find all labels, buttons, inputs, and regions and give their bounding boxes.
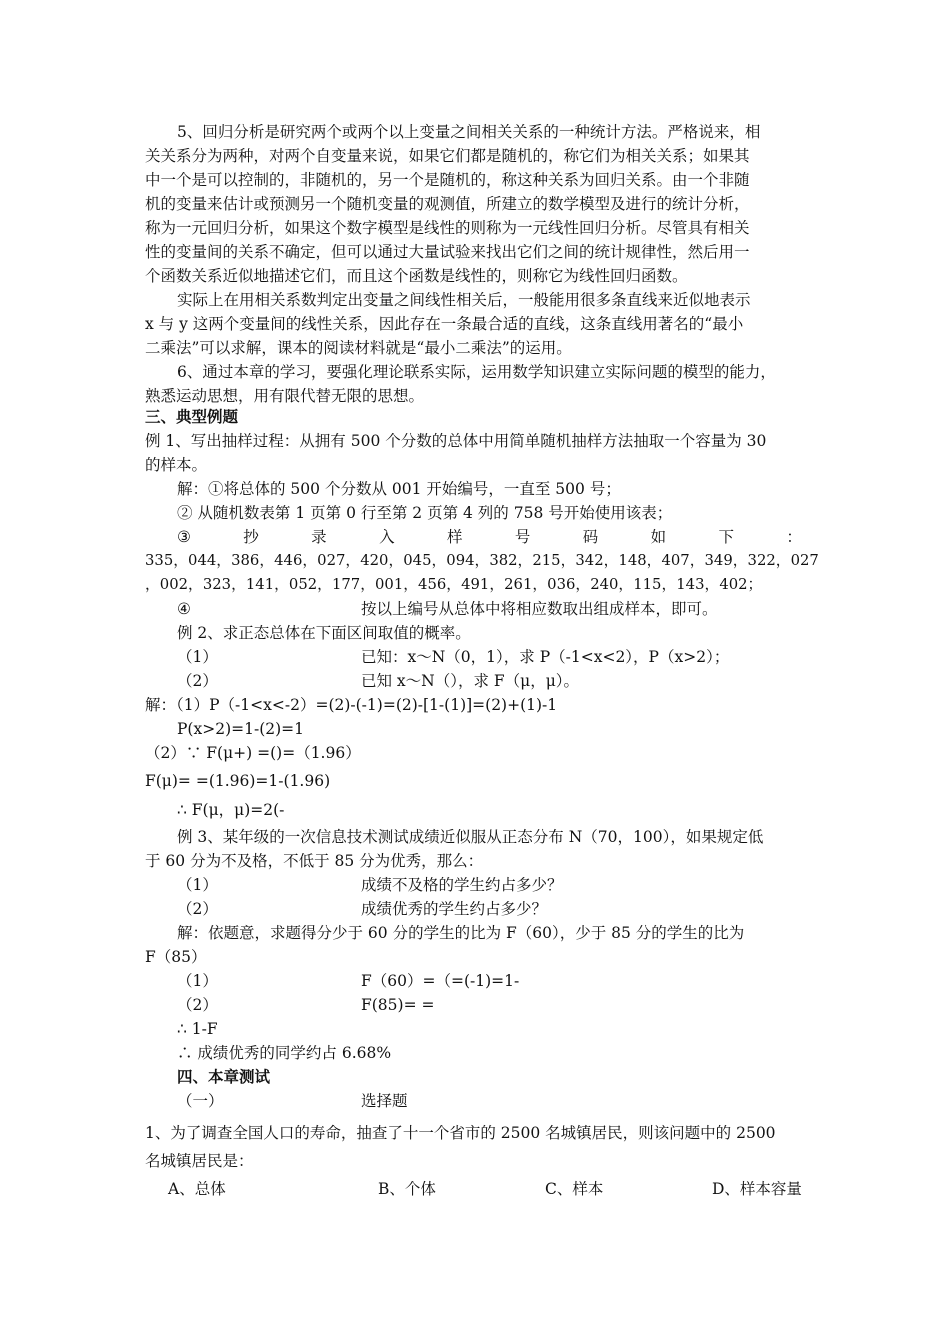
paragraph-line: 二乘法”可以求解，课本的阅读材料就是“最小二乘法”的运用。 [145, 339, 572, 357]
spaced-char: ③ [177, 528, 191, 546]
question-line: 名城镇居民是： [145, 1152, 254, 1170]
spaced-char: ： [786, 528, 802, 546]
conclusion-line: ∴ 1-F [177, 1020, 218, 1038]
item-text: 已知：x～N（0，1），求 P（-1<x<2），P（x>2）； [361, 648, 730, 666]
example-line: 例 1、写出抽样过程：从拥有 500 个分数的总体中用简单随机抽样方法抽取一个容量为 30 [145, 432, 767, 450]
paragraph-line: 5、回归分析是研究两个或两个以上变量之间相关关系的一种统计方法。严格说来，相 [177, 123, 761, 141]
option-c: C、样本 [545, 1180, 604, 1198]
solution-line: ∴ F(μ，μ)=2(- [177, 801, 285, 819]
item-text: 成绩优秀的学生约占多少？ [361, 900, 548, 918]
solution-line: F（85） [145, 948, 207, 966]
item-label: （1） [177, 972, 218, 990]
item-text: 成绩不及格的学生约占多少？ [361, 876, 563, 894]
paragraph-line: 中一个是可以控制的，非随机的，另一个是随机的，称这种关系为回归关系。由一个非随 [145, 171, 750, 189]
spaced-char: 号 [514, 528, 531, 546]
option-b: B、个体 [378, 1180, 436, 1198]
number-list-line: ，002，323，141，052，177，001，456，491，261，036，240，115，143，402； [145, 576, 763, 593]
paragraph-line: 个函数关系近似地描述它们，而且这个函数是线性的，则称它为线性回归函数。 [145, 267, 688, 285]
example-line: 于 60 分为不及格，不低于 85 分为优秀，那么： [145, 852, 484, 870]
paragraph-line: 6、通过本章的学习，要强化理论联系实际，运用数学知识建立实际问题的模型的能力， [177, 363, 776, 381]
solution-line: 解：①将总体的 500 个分数从 001 开始编号，一直至 500 号； [177, 480, 621, 498]
paragraph-line: x 与 y 这两个变量间的线性关系，因此存在一条最合适的直线，这条直线用著名的“最小 [145, 315, 744, 333]
item-label: （2） [177, 900, 218, 918]
item-label: （2） [177, 672, 218, 690]
solution-line: F(μ)= =(1.96)=1-(1.96) [145, 772, 331, 790]
paragraph-line: 机的变量来估计或预测另一个随机变量的观测值，所建立的数学模型及进行的统计分析， [145, 195, 750, 213]
spaced-char: 码 [582, 528, 599, 546]
item-label: （1） [177, 648, 218, 666]
item-label: （1） [177, 876, 218, 894]
subsection-label: （一） [177, 1092, 224, 1110]
spaced-char: 抄 [243, 528, 259, 546]
paragraph-line: 关关系分为两种，对两个自变量来说，如果它们都是随机的，称它们为相关关系；如果其 [145, 147, 750, 165]
section-heading: 三、典型例题 [145, 407, 239, 426]
paragraph-line: 性的变量间的关系不确定，但可以通过大量试验来找出它们之间的统计规律性，然后用一 [145, 243, 750, 261]
conclusion-line: ∴ 成绩优秀的同学约占 6.68% [177, 1044, 392, 1062]
item-text: F(85)= = [361, 996, 435, 1014]
example-line: 例 2、求正态总体在下面区间取值的概率。 [177, 624, 471, 642]
section-heading: 四、本章测试 [177, 1067, 271, 1086]
paragraph-line: 实际上在用相关系数判定出变量之间线性相关后，一般能用很多条直线来近似地表示 [177, 291, 751, 309]
item-label: （2） [177, 996, 218, 1014]
spaced-char: 样 [446, 528, 463, 546]
spaced-char: 如 [650, 528, 667, 546]
option-a: A、总体 [168, 1180, 226, 1198]
solution-line: 解：依题意，求题得分少于 60 分的学生的比为 F（60），少于 85 分的学生的比为 [177, 924, 745, 942]
item-text: 已知 x～N（），求 F（μ，μ）。 [361, 672, 580, 690]
spaced-char: 下 [718, 528, 735, 546]
solution-line: 解：（1）P（-1<x<-2）=(2)-(-1)=(2)-[1-(1)]=(2)+(1)-1 [145, 696, 558, 714]
spaced-char: 录 [311, 528, 327, 546]
subsection-title: 选择题 [361, 1092, 408, 1110]
solution-line: （2）∵ F(μ+) =()=（1.96） [145, 744, 361, 762]
option-d: D、样本容量 [712, 1180, 802, 1198]
step-text: 按以上编号从总体中将相应数取出组成样本，即可。 [361, 600, 718, 618]
number-list-line: 335，044，386，446，027，420，045，094，382，215，342，148，407，349，322，027 [145, 552, 819, 569]
solution-line: P(x>2)=1-(2)=1 [177, 720, 305, 738]
solution-line-spaced [177, 526, 802, 548]
example-line: 例 3、某年级的一次信息技术测试成绩近似服从正态分布 N（70，100），如果规定低 [177, 828, 764, 846]
example-line: 的样本。 [145, 456, 208, 474]
question-line: 1、为了调查全国人口的寿命，抽查了十一个省市的 2500 名城镇居民，则该问题中的 2500 [145, 1124, 776, 1142]
item-text: F（60）=（=(-1)=1- [361, 972, 520, 990]
spaced-char: 入 [379, 528, 395, 546]
step-label: ④ [177, 600, 191, 618]
paragraph-line: 熟悉运动思想，用有限代替无限的思想。 [145, 387, 425, 405]
paragraph-line: 称为一元回归分析，如果这个数字模型是线性的则称为一元线性回归分析。尽管具有相关 [145, 219, 750, 237]
solution-line: ② 从随机数表第 1 页第 0 行至第 2 页第 4 列的 758 号开始使用该表； [177, 504, 673, 522]
